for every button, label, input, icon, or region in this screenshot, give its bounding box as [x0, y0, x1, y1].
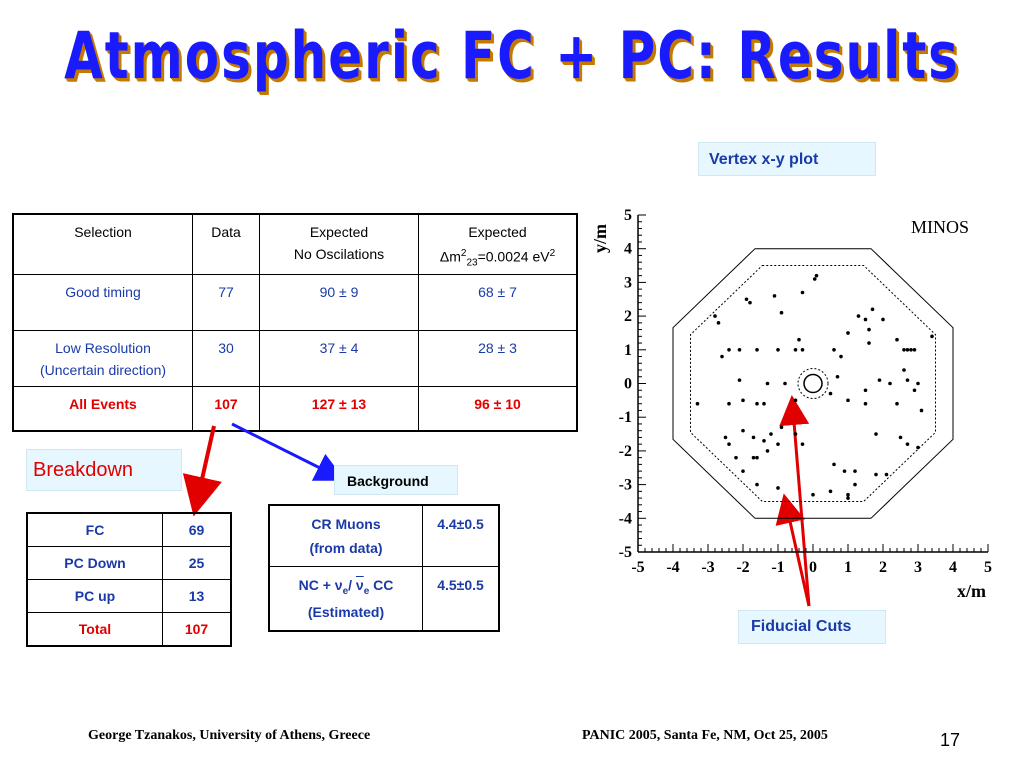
vertex-point	[829, 392, 833, 396]
vertex-point	[836, 375, 840, 379]
vertex-point	[794, 348, 798, 352]
vertex-point	[755, 483, 759, 487]
vertex-point	[813, 277, 817, 281]
page-number: 17	[940, 730, 961, 750]
x-tick-label: 2	[879, 559, 887, 576]
vertex-point	[745, 297, 749, 301]
table-row	[27, 580, 231, 613]
vertex-point	[867, 328, 871, 332]
vertex-point	[906, 348, 910, 352]
vertex-point	[766, 449, 770, 453]
vertex-point	[895, 402, 899, 406]
sup-2: 2	[460, 248, 467, 259]
cell-value: 107	[163, 613, 232, 647]
vertex-point	[871, 308, 875, 312]
y-tick-label: 5	[624, 207, 632, 224]
vertex-point	[741, 469, 745, 473]
header-selection: Selection	[13, 214, 193, 275]
nc-suffix: CC	[369, 576, 394, 593]
background-table	[268, 504, 500, 632]
vertex-point	[741, 399, 745, 403]
detector-name: MINOS	[910, 217, 970, 237]
table-row	[269, 505, 499, 566]
x-tick-label: -5	[631, 559, 645, 576]
vertex-point	[846, 493, 850, 497]
background-arrow	[232, 424, 332, 474]
sub-23: 23	[466, 257, 478, 269]
detector-outline	[673, 249, 953, 519]
cell-name: Total	[27, 613, 163, 647]
vertex-points	[696, 274, 934, 500]
vertex-plot-label	[698, 142, 876, 176]
vertex-point	[762, 439, 766, 443]
vertex-point	[913, 388, 917, 392]
vertex-point	[713, 314, 717, 318]
vertex-point	[864, 388, 868, 392]
vertex-point	[724, 436, 728, 440]
x-tick-label: 5	[984, 559, 992, 576]
cell-expected-osc: 96 ± 10	[419, 387, 578, 431]
background-label	[334, 465, 458, 495]
vertex-point	[913, 348, 917, 352]
vertex-point	[762, 402, 766, 406]
selection-line1: Low Resolution	[55, 340, 151, 357]
vertex-point	[853, 483, 857, 487]
vertex-point	[920, 409, 924, 413]
vertex-point	[776, 348, 780, 352]
vertex-point	[727, 348, 731, 352]
vertex-point	[738, 348, 742, 352]
cell-source	[269, 566, 423, 631]
vertex-point	[864, 318, 868, 322]
x-tick-label: -4	[666, 559, 680, 576]
vertex-point	[769, 432, 773, 436]
vertex-point	[902, 368, 906, 372]
x-tick-label: 0	[809, 559, 817, 576]
vertex-point	[888, 382, 892, 386]
x-tick-label: -1	[771, 559, 785, 576]
fiducial-cuts-label	[738, 610, 886, 644]
vertex-point	[906, 378, 910, 382]
cell-expected: 90 ± 9	[260, 275, 419, 331]
cell-name: FC	[27, 513, 163, 547]
vertex-point	[829, 490, 833, 494]
cell-data: 30	[193, 331, 260, 387]
vertex-point	[783, 382, 787, 386]
x-tick-label: 3	[914, 559, 922, 576]
x-tick-label: 1	[844, 559, 852, 576]
nc-sub2: e	[363, 585, 370, 597]
vertex-point	[832, 348, 836, 352]
vertex-point	[874, 432, 878, 436]
osc-value: =0.0024 eV	[477, 248, 550, 265]
vertex-point	[857, 314, 861, 318]
y-tick-label: -2	[618, 442, 632, 460]
header-expected-osc-line1: Expected	[468, 224, 527, 240]
vertex-point	[752, 456, 756, 460]
y-tick-label: 4	[624, 240, 632, 258]
cell-value: 69	[163, 513, 232, 547]
detector-octagon	[673, 249, 953, 519]
plot-labels	[590, 217, 986, 601]
breakdown-arrow	[198, 426, 214, 497]
breakdown-label-text: Breakdown	[33, 459, 134, 481]
vertex-point	[846, 331, 850, 335]
vertex-point	[801, 442, 805, 446]
vertex-xy-plot	[590, 195, 1020, 610]
header-data: Data	[193, 214, 260, 275]
vertex-point	[843, 469, 847, 473]
vertex-point	[916, 446, 920, 450]
footer-author: George Tzanakos, University of Athens, Greece	[88, 728, 371, 743]
vertex-point	[776, 486, 780, 490]
cell-value: 25	[163, 547, 232, 580]
y-tick-label: 3	[624, 274, 632, 292]
cell-value: 4.5±0.5	[423, 566, 500, 631]
cell-value: 13	[163, 580, 232, 613]
cell-expected: 127 ± 13	[260, 387, 419, 431]
delta-m-symbol: Δm	[439, 248, 461, 265]
cell-selection: All Events	[13, 387, 193, 431]
header-expected-line2: No Oscilations	[293, 246, 385, 262]
vertex-point	[734, 456, 738, 460]
vertex-point	[780, 426, 784, 430]
fiducial-cuts-text: Fiducial Cuts	[751, 618, 852, 635]
vertex-point	[797, 338, 801, 342]
x-tick-label: -2	[736, 559, 750, 576]
vertex-point	[776, 442, 780, 446]
vertex-point	[839, 355, 843, 359]
y-tick-label: -1	[618, 409, 632, 427]
source-line1: CR Muons	[311, 516, 381, 532]
vertex-point	[720, 355, 724, 359]
vertex-point	[902, 348, 906, 352]
vertex-point	[881, 318, 885, 322]
vertex-point	[895, 338, 899, 342]
table-row	[27, 513, 231, 547]
source-line2: (from data)	[309, 540, 383, 556]
x-axis-label: x/m	[957, 581, 986, 601]
selection-line2: (Uncertain direction)	[39, 362, 167, 379]
vertex-point	[885, 473, 889, 477]
cell-selection: Good timing	[13, 275, 193, 331]
footer-conference: PANIC 2005, Santa Fe, NM, Oct 25, 2005	[582, 728, 828, 743]
vertex-point	[755, 402, 759, 406]
vertex-point	[755, 348, 759, 352]
vertex-point	[738, 378, 742, 382]
vertex-point	[815, 274, 819, 278]
vertex-point	[853, 469, 857, 473]
vertex-point	[930, 335, 934, 339]
vertex-point	[874, 473, 878, 477]
unit-sup: 2	[549, 248, 556, 259]
vertex-point	[801, 348, 805, 352]
vertex-point	[752, 436, 756, 440]
vertex-plot-label-text: Vertex x-y plot	[709, 151, 819, 168]
y-tick-label: 1	[624, 341, 632, 359]
cell-expected-osc: 68 ± 7	[419, 275, 578, 331]
coil-hole	[804, 375, 822, 393]
vertex-point	[794, 432, 798, 436]
table-row-total	[27, 613, 231, 647]
nc-mid: /	[348, 576, 353, 593]
cell-source	[269, 505, 423, 566]
breakdown-table	[26, 512, 232, 647]
breakdown-label	[26, 449, 182, 491]
slide-title: Atmospheric FC + PC: Results	[64, 18, 960, 94]
vertex-point	[878, 378, 882, 382]
vertex-point	[780, 311, 784, 315]
vertex-point	[867, 341, 871, 345]
vertex-point	[727, 442, 731, 446]
fiducial-octagon	[691, 266, 936, 502]
source-line1	[271, 575, 421, 602]
cell-expected: 37 ± 4	[260, 331, 419, 387]
vertex-point	[846, 496, 850, 500]
vertex-point	[755, 456, 759, 460]
cell-expected-osc: 28 ± 3	[419, 331, 578, 387]
cell-value: 4.4±0.5	[423, 505, 500, 566]
vertex-point	[748, 301, 752, 305]
vertex-point	[741, 429, 745, 433]
x-tick-label: -3	[701, 559, 715, 576]
vertex-point	[801, 291, 805, 295]
cell-data: 77	[193, 275, 260, 331]
y-tick-label: -5	[618, 544, 632, 561]
background-label-text: Background	[347, 473, 429, 489]
header-expected-line1: Expected	[309, 224, 369, 240]
y-axis-label: y/m	[590, 224, 610, 253]
y-tick-label: 2	[624, 308, 632, 326]
vertex-point	[899, 436, 903, 440]
nc-nubar: $\overline{\nu}$	[355, 576, 364, 593]
coil-cut	[798, 369, 828, 399]
source-line2: (Estimated)	[307, 603, 385, 620]
vertex-point	[766, 382, 770, 386]
nc-prefix: NC + ν	[298, 576, 343, 593]
vertex-point	[916, 382, 920, 386]
vertex-point	[696, 402, 700, 406]
vertex-point	[909, 348, 913, 352]
vertex-point	[906, 442, 910, 446]
x-tick-label: 4	[949, 559, 957, 576]
cell-name: PC up	[27, 580, 163, 613]
vertex-point	[794, 399, 798, 403]
table-row	[269, 566, 499, 631]
vertex-point	[864, 402, 868, 406]
cell-name: PC Down	[27, 547, 163, 580]
vertex-point	[773, 294, 777, 298]
y-tick-label: -3	[618, 476, 632, 494]
vertex-point	[846, 399, 850, 403]
vertex-point	[811, 493, 815, 497]
y-tick-label: 0	[624, 375, 632, 393]
cell-data: 107	[193, 387, 260, 431]
vertex-point	[727, 402, 731, 406]
y-tick-label: -4	[618, 510, 632, 528]
plot-ticks	[619, 207, 992, 576]
vertex-point	[717, 321, 721, 325]
nc-sub1: e	[342, 585, 349, 597]
table-row	[27, 547, 231, 580]
vertex-point	[832, 463, 836, 467]
